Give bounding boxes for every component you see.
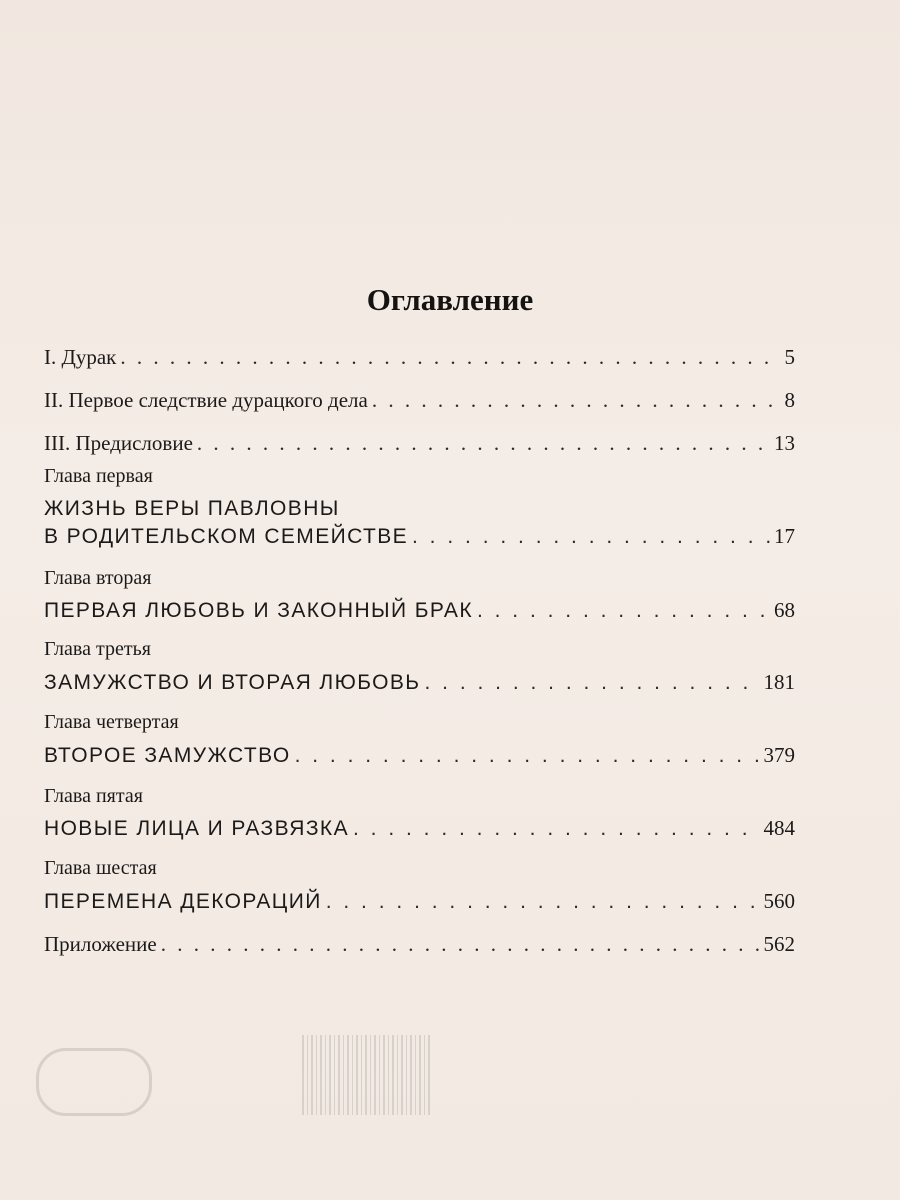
chapter-label-2: Глава вторая bbox=[44, 567, 152, 589]
chapter-title-4: ВТОРОЕ ЗАМУЖСТВО bbox=[44, 744, 291, 767]
leader-dots bbox=[372, 388, 781, 413]
toc-page-number: 13 bbox=[774, 431, 795, 455]
leader-dots bbox=[477, 599, 770, 623]
chapter-title-1-line1[interactable]: ЖИЗНЬ ВЕРЫ ПАВЛОВНЫ bbox=[44, 497, 340, 520]
toc-entry-chapter-6[interactable] bbox=[44, 889, 795, 919]
toc-page-number: 379 bbox=[763, 743, 795, 767]
toc-page-number: 560 bbox=[763, 889, 795, 913]
toc-page-number: 68 bbox=[774, 598, 795, 622]
toc-entry-chapter-1[interactable] bbox=[44, 524, 795, 554]
toc-entry-intro-2[interactable] bbox=[44, 388, 795, 418]
toc-page-number: 484 bbox=[763, 816, 795, 840]
toc-entry-intro-3[interactable] bbox=[44, 431, 795, 461]
toc-entry-label: III. Предисловие bbox=[44, 431, 193, 455]
toc-entry-chapter-3[interactable] bbox=[44, 670, 795, 700]
leader-dots bbox=[424, 671, 759, 695]
chapter-label-1: Глава первая bbox=[44, 465, 153, 487]
chapter-label-6: Глава шестая bbox=[44, 857, 157, 879]
toc-entry-appendix[interactable] bbox=[44, 932, 795, 962]
toc-heading: Оглавление bbox=[366, 282, 534, 317]
leader-dots bbox=[353, 817, 760, 841]
chapter-title-2: ПЕРВАЯ ЛЮБОВЬ И ЗАКОННЫЙ БРАК bbox=[44, 599, 473, 622]
leader-dots bbox=[412, 525, 770, 549]
leader-dots bbox=[295, 744, 760, 768]
toc-page-number: 181 bbox=[763, 670, 795, 694]
chapter-title-3: ЗАМУЖСТВО И ВТОРАЯ ЛЮБОВЬ bbox=[44, 671, 421, 694]
chapter-label-5: Глава пятая bbox=[44, 785, 143, 807]
chapter-title-5: НОВЫЕ ЛИЦА И РАЗВЯЗКА bbox=[44, 817, 349, 840]
toc-page-number: 5 bbox=[784, 345, 795, 369]
chapter-label-4: Глава четвертая bbox=[44, 711, 179, 733]
toc-entry-chapter-4[interactable] bbox=[44, 743, 795, 773]
leader-dots bbox=[326, 890, 760, 914]
toc-entry-label: I. Дурак bbox=[44, 345, 117, 369]
chapter-title-1: В РОДИТЕЛЬСКОМ СЕМЕЙСТВЕ bbox=[44, 525, 409, 548]
leader-dots bbox=[197, 431, 770, 456]
leader-dots bbox=[120, 345, 780, 370]
chapter-title-6: ПЕРЕМЕНА ДЕКОРАЦИЙ bbox=[44, 890, 322, 913]
chapter-label-3: Глава третья bbox=[44, 638, 151, 660]
toc-entry-chapter-2[interactable] bbox=[44, 598, 795, 628]
toc-entry-label: II. Первое следствие дурацкого дела bbox=[44, 388, 368, 412]
toc-entry-intro-1[interactable] bbox=[44, 345, 795, 375]
toc-page-number: 562 bbox=[763, 932, 795, 956]
toc-page-number: 17 bbox=[774, 524, 795, 548]
appendix-label: Приложение bbox=[44, 932, 157, 956]
toc-page-number: 8 bbox=[784, 388, 795, 412]
leader-dots bbox=[161, 932, 760, 957]
toc-entry-chapter-5[interactable] bbox=[44, 816, 795, 846]
